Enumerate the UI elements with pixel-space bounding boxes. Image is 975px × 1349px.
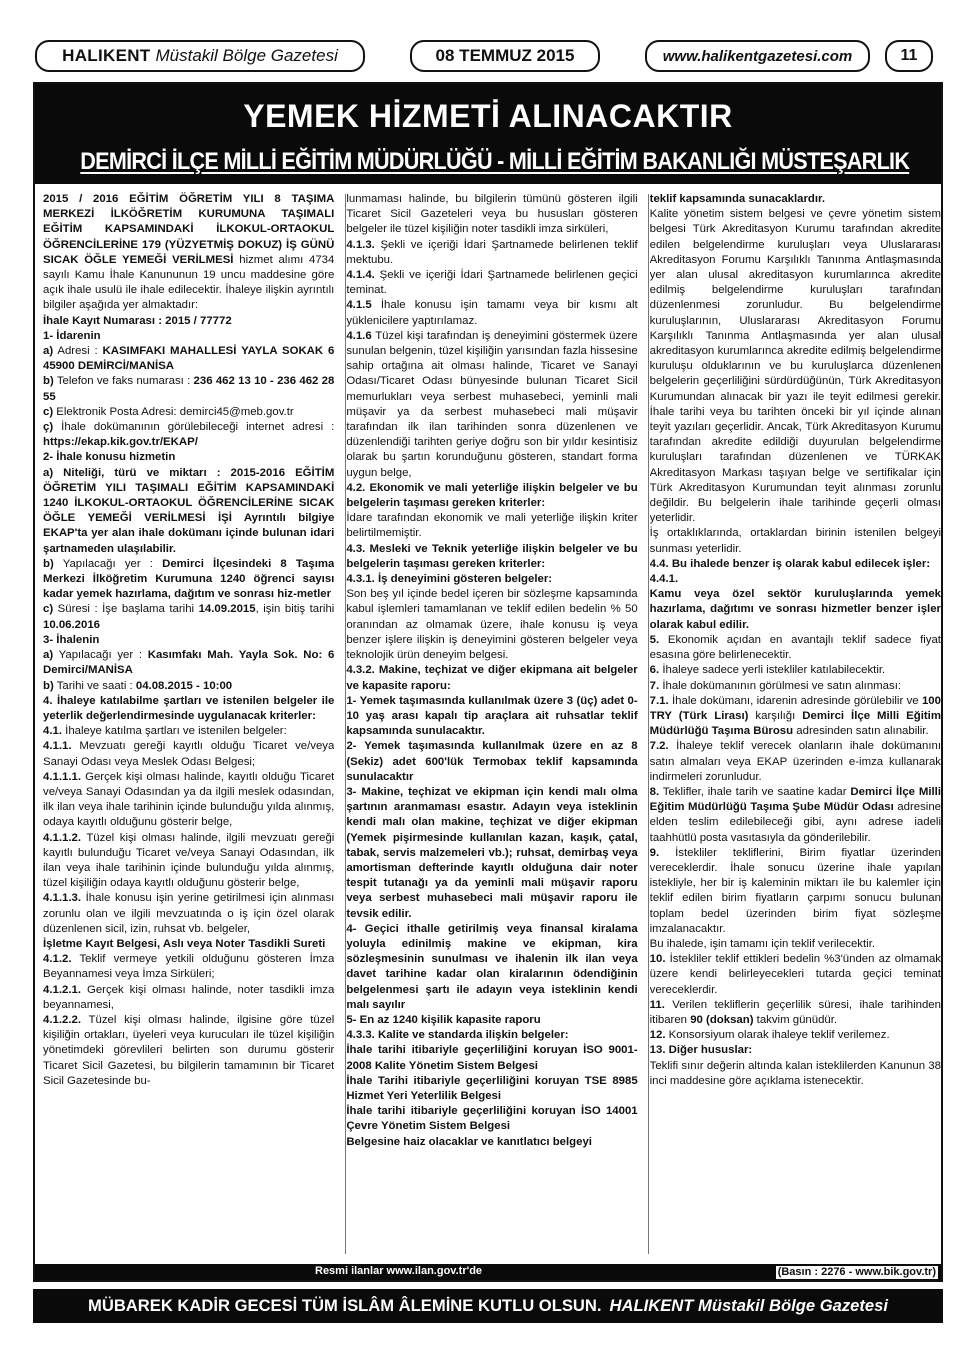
paragraph xyxy=(650,557,941,572)
paragraph xyxy=(346,1028,637,1043)
text-column-1 xyxy=(43,192,334,1252)
bold-run: 4.4. Bu ihalede benzer iş olarak kabul edilecek işler: xyxy=(649,557,931,570)
bold-run: 7.2. xyxy=(649,740,669,753)
bold-run: 1- İdarenin xyxy=(43,329,101,342)
strip-paper-name: HALIKENT Müstakil Bölge Gazetesi xyxy=(609,1296,888,1315)
paragraph xyxy=(346,481,637,511)
paragraph xyxy=(43,983,334,1013)
paragraph xyxy=(650,1043,941,1058)
paragraph xyxy=(43,314,334,329)
bold-run: 4.1.1.2. xyxy=(43,831,81,844)
bold-run: 2015 / 2016 EĞİTİM ÖĞRETİM YILI 8 TAŞIMA MERKEZİ İLKÖĞRETİM KURUMUNA TAŞIMALI EĞİTİM KAPSAMINDAKİ İLKOKUL-ORTAOKUL ÖĞRENCİLERİNE 179 (YÜZYETMİŞ DOKUZ) İŞ GÜNÜ SICAK ÖĞLE YEMEĞİ VERİLMESİ xyxy=(43,193,335,266)
paragraph xyxy=(43,450,334,465)
paragraph xyxy=(650,998,941,1028)
bold-run: 04.08.2015 - 10:00 xyxy=(135,679,233,692)
bold-run: İhale tarihi itibariyle geçerliliğini koruyan İSO 9001-2008 Kalite Yönetim Sistem Belgesi xyxy=(346,1044,638,1072)
paragraph xyxy=(650,633,941,663)
paragraph xyxy=(43,557,334,603)
paragraph xyxy=(650,952,941,998)
text-run: İdare tarafından ekonomik ve mali yeterliğe ilişkin kriter belirtilmemiştir. xyxy=(346,512,638,540)
text-run: İhale konusu işin tamamı veya bir kısmı alt yüklenicilere yaptırılamaz. xyxy=(346,299,638,327)
paragraph xyxy=(346,268,637,298)
page-number: 11 xyxy=(885,40,933,72)
paragraph xyxy=(43,633,334,648)
bold-run: https://ekap.kik.gov.tr/EKAP/ xyxy=(43,436,198,449)
website-link[interactable]: www.halikentgazetesi.com xyxy=(645,40,870,72)
bold-run: 5- En az 1240 kişilik kapasite raporu xyxy=(346,1013,541,1026)
bold-run: 14.09.2015 xyxy=(198,603,256,616)
ad-body xyxy=(43,192,941,1252)
bold-run: 12. xyxy=(649,1029,666,1042)
paragraph xyxy=(346,238,637,268)
bold-run: teklif kapsamında sunacaklardır. xyxy=(649,193,826,205)
text-run: İhale dokümanı, idarenin adresinde görülebilir ve xyxy=(668,694,922,707)
bold-run: 4.1.2.1. xyxy=(43,983,81,996)
paragraph xyxy=(43,770,334,831)
bold-run: c) xyxy=(43,603,54,616)
ad-title: YEMEK HİZMETİ ALINACAKTIR xyxy=(243,98,733,134)
text-run: Teklifler, ihale tarih ve saatine kadar xyxy=(659,785,851,798)
paragraph xyxy=(43,1013,334,1089)
bold-run: İhale Kayıt Numarası : 2015 / 77772 xyxy=(43,314,232,327)
bold-run: 4.4.1. xyxy=(649,573,679,586)
bold-run: 4.1.1. xyxy=(43,740,72,753)
bold-run: b) xyxy=(43,557,54,570)
bold-run: a) xyxy=(43,345,54,358)
text-run: Tüzel kişi olması halinde, ilgili mevzuatı gereği kayıtlı bulunduğu Ticaret ve/veya Sanayi Odasından, ilk ilan veya ihale tarihinin içinde bulunduğu yılda alınmış, tüzel kişiliğin odaya kayıtlı olduğunu gösterir belge, xyxy=(43,831,335,890)
bold-run: 4.3.2. Makine, teçhizat ve diğer ekipmana ait belgeler ve kapasite raporu: xyxy=(346,664,638,692)
text-run: Konsorsiyum olarak ihaleye teklif verilemez. xyxy=(665,1029,890,1042)
text-run: İhale konusu işin yerine getirilmesi için alınması zorunlu olan ve ilgili mevzuatında o iş için özel olarak düzenlenen sicil, izin, ruhsat vb. belgeler, xyxy=(43,892,335,935)
bold-run: Demirci İlçe Milli Eğitim Müdürlüğü Taşıma Şube Müdür Odası xyxy=(649,785,941,814)
text-run: adresine elden teslim edilebileceği gibi, aynı adrese iadeli taahhütlü posta vasıtasıyla da gönderilebilir. xyxy=(649,801,941,844)
text-run: İhaleye teklif verecek olanların ihale dokümanını satın almaları veya EKAP üzerinden e-imza kullanarak indirmeleri zorunludur. xyxy=(649,740,941,783)
paragraph xyxy=(43,329,334,344)
bold-run: 1- Yemek taşımasında kullanılmak üzere 3 (üç) adet 0-10 yaş arası kapalı tip araçlara ait ruhsatlar teklif kapsamında sunulacaktır. xyxy=(346,694,638,738)
text-run: Gerçek kişi olması halinde, noter tasdikli imza beyannamesi, xyxy=(43,983,335,1011)
bold-run: c) xyxy=(43,405,54,418)
text-run: Elektronik Posta Adresi: demirci45@meb.gov.tr xyxy=(53,405,294,418)
bold-run: Kamu veya özel sektör kuruluşlarında yemek hazırlama, dağıtımı ve sonrası hizmetler benzer işler olarak kabul edilir. xyxy=(649,588,941,631)
paragraph xyxy=(650,663,941,678)
bold-run: 4.1.4. xyxy=(346,269,375,282)
bold-run: a) xyxy=(43,649,54,662)
paragraph xyxy=(43,344,334,374)
paragraph xyxy=(43,937,334,952)
bold-run: 4.3.3. Kalite ve standarda ilişkin belgeler: xyxy=(346,1029,569,1042)
text-run: Yapılacağı yer : xyxy=(53,649,148,662)
text-run: Tarihi ve saati : xyxy=(53,679,136,692)
paragraph xyxy=(43,724,334,739)
bottom-greeting-strip xyxy=(33,1289,943,1323)
bold-run: b) xyxy=(43,679,54,692)
bold-run: 236 462 13 10 - 236 462 28 55 xyxy=(43,375,335,403)
text-run: Adresi : xyxy=(53,345,103,358)
text-run: lunmaması halinde, bu bilgilerin tümünü gösteren ilgili Ticaret Sicil Gazeteleri veya bu hususları gösteren belgeler ile tüzel kişiliğin noter tasdikli imza sirküleri, xyxy=(346,193,638,236)
bold-run: 10. xyxy=(649,953,666,966)
bold-run: 4.3. Mesleki ve Teknik yeterliğe ilişkin belgeler ve bu belgelerin taşıması gereken kriterler: xyxy=(346,542,638,570)
paragraph xyxy=(650,572,941,587)
bold-run: Demirci İlçe Milli Eğitim Müdürlüğü Taşıma Bürosu xyxy=(649,709,941,738)
paragraph xyxy=(346,511,637,541)
paragraph xyxy=(650,937,941,952)
text-run: Teklif vermeye yetkili olduğunu gösteren İmza Beyannamesi veya İmza Sirküleri; xyxy=(43,953,335,981)
paragraph xyxy=(346,785,637,922)
text-run: Mevzuatı gereği kayıtlı olduğu Ticaret ve/veya Sanayi Odası veya Meslek Odası Belgesi; xyxy=(43,740,335,768)
bold-run: 90 (doksan) xyxy=(690,1013,754,1026)
bold-run: ç) xyxy=(43,421,54,434)
bold-run: 13. Diğer hususlar: xyxy=(649,1044,753,1057)
text-run: Şekli ve içeriği İdari Şartnamede belirlenen geçici teminat. xyxy=(346,269,638,297)
paragraph xyxy=(650,694,941,740)
bold-run: İşletme Kayıt Belgesi, Aslı veya Noter Tasdikli Sureti xyxy=(43,937,326,950)
text-run: Şekli ve içeriği İdari Şartnamede belirlenen teklif mektubu. xyxy=(346,238,638,266)
paragraph xyxy=(650,846,941,937)
paragraph xyxy=(346,663,637,693)
paragraph xyxy=(43,648,334,678)
tender-advertisement xyxy=(33,82,943,1282)
paragraph xyxy=(346,298,637,328)
bold-run: 9. xyxy=(649,846,660,859)
text-run: Kalite yönetim sistem belgesi ve çevre yönetim sistem belgesi Türk Akreditasyon Kurumu tarafından akredite edilen belgelendirme kuruluşları veya Uluslararası Akreditasyon Forumu Karşılıklı Tanınma Antlaşmasında yer alan ulusal akreditasyon kurumlarınca akredite edilmiş belgelendirme kuruluşları tarafından düzenlenmesi zorunludur. Bu belgelendirme kuruluşlarının, Uluslararası Akreditasyon Forumu Karşılıklı Tanınma Antlaşmasında yer alan ulusal akreditasyon kurumlarınca akredite edilmiş belgelendirme kuruluşu olduklarının ve bu kuruluşlarca düzenlenen belgelerin geçerliliğini sürdürdüğünün, Türk Akreditasyon Kurumundan alınacak bir yazı ile teyit edilmesi gerekir. İhale tarihi veya bu tarihten önceki bir yıl içinde alınan teyit yazıları geçerlidir. Ancak, Türk Akreditasyon Kurumu tarafından akredite edildiği duyurulan belgelendirme kuruluşları tarafından düzenlenen ve TÜRKAK Akreditasyon Markası taşıyan belge ve sertifikalar için Türk Akreditasyon Kurumundan teyit alınması zorunlu değildir. Bu belgelerin ihale tarihinde geçerli olması yeterlidir. xyxy=(649,208,941,525)
text-run: Teklifi sınır değerin altında kalan isteklilerden Kanunun 38 inci maddesine göre açıklama istenecektir. xyxy=(649,1059,941,1087)
bold-run: 2- İhale konusu hizmetin xyxy=(43,451,176,464)
paragraph xyxy=(650,587,941,633)
bold-run: İhale Tarihi itibariyle geçerliliğini koruyan TSE 8985 Hizmet Yeri Yeterlilik Belgesi xyxy=(346,1074,638,1102)
paragraph xyxy=(43,602,334,632)
paragraph xyxy=(43,891,334,937)
paragraph xyxy=(346,739,637,785)
bold-run: 4.2. Ekonomik ve mali yeterliğe ilişkin belgeler ve bu belgelerin taşıması gereken kriterler: xyxy=(346,481,638,510)
text-run: Bu ihalede, işin tamamı için teklif verilecektir. xyxy=(649,937,876,950)
text-run: İhale dokümanının görülmesi ve satın alınması: xyxy=(659,679,902,692)
issue-date: 08 TEMMUZ 2015 xyxy=(410,40,600,72)
paragraph xyxy=(43,739,334,769)
paragraph xyxy=(346,1013,637,1028)
bold-run: 8. xyxy=(649,785,660,798)
text-run: , işin bitiş tarihi xyxy=(255,603,335,616)
text-run: İhaleye sadece yerli istekliler katılabilecektir. xyxy=(659,664,886,677)
paper-name-box xyxy=(35,40,365,72)
bold-run: 4.1. xyxy=(43,725,62,738)
text-run: İstekliler teklif ettikleri bedelin %3'ünden az olmamak üzere kendi belirleyecekleri tutarda geçici teminat vereceklerdir. xyxy=(649,953,941,996)
text-run: Tüzel kişi olması halinde, ilgisine göre tüzel kişiliğin ortakları, üyeleri veya kurucuları ile tüzel kişiliğin yönetimdeki görevlileri belirten son durumu gösterir Ticaret Sicil Gazetesi, bu bilgilerin tamamının bir Ticaret Sicil Gazetesinde bu- xyxy=(43,1013,335,1087)
bold-run: 100 TRY (Türk Lirası) xyxy=(649,694,941,722)
text-column-3 xyxy=(650,192,941,1252)
paragraph xyxy=(43,405,334,420)
text-run: Yapılacağı yer : xyxy=(53,557,163,570)
paragraph xyxy=(346,542,637,572)
bold-run: 5. xyxy=(649,633,660,646)
bold-run: Belgesine haiz olacaklar ve kanıtlatıcı belgeyi xyxy=(346,1135,592,1148)
paragraph xyxy=(650,739,941,785)
bold-run: 4.1.1.3. xyxy=(43,892,81,905)
text-run: Son beş yıl içinde bedel içeren bir sözleşme kapsamında kabul işlemleri tamamlanan ve teklif edilen bedelin % 50 oranından az olmamak üzere, ihale konusu iş veya benzer işlere ilişkin iş deneyimini gösteren belgeler veya teknolojik ürün deneyim belgesi. xyxy=(346,588,638,662)
greeting-text: MÜBAREK KADİR GECESİ TÜM İSLÂM ÂLEMİNE KUTLU OLSUN. xyxy=(88,1296,602,1315)
ad-banner xyxy=(35,84,941,184)
text-column-2 xyxy=(346,192,637,1252)
paragraph xyxy=(346,694,637,740)
bold-run: 4.1.5 xyxy=(346,299,372,312)
paragraph xyxy=(650,1028,941,1043)
paragraph xyxy=(346,572,637,587)
paragraph xyxy=(346,329,637,481)
paper-name: HALIKENT xyxy=(62,46,151,65)
bold-run: 11. xyxy=(649,998,665,1011)
text-run: Gerçek kişi olması halinde, kayıtlı olduğu Ticaret ve/veya Sanayi Odasından ya da ilgili meslek odasından, ilk ilan veya ihale tarihinin içinde bulunduğu yılda alınmış, odaya kayıtlı olduğunu gösterir belge, xyxy=(43,770,335,829)
bold-run: Kasımfakı Mah. Yayla Sok. No: 6 Demirci/MANİSA xyxy=(43,649,335,677)
paragraph xyxy=(43,694,334,724)
bold-run: 4.1.1.1. xyxy=(43,770,81,783)
paragraph xyxy=(43,952,334,982)
paragraph xyxy=(346,1074,637,1104)
text-run: hizmet alımı 4734 sayılı Kamu İhale Kanununun 19 uncu maddesine göre açık ihale usulü ile ihale edilecektir. İhaleye ilişkin ayrıntılı bilgiler aşağıda yer almaktadır: xyxy=(43,253,335,312)
text-run: İstekliler tekliflerini, Birim fiyatlar üzerinden vereceklerdir. İhale sonucu üzerine ihale yapılan istekliyle, her bir iş kaleminin miktarı ile bu kalemler için teklif edilen birim fiyatların çarpımı sonucu bulunan toplam bedel üzerinden birim fiyat sözleşme imzalanacaktır. xyxy=(649,846,941,935)
bold-run: İhale tarihi itibariyle geçerliliğini koruyan İSO 14001 Çevre Yönetim Sistem Belgesi xyxy=(346,1105,638,1133)
bold-run: 10.06.2016 xyxy=(43,618,101,631)
paragraph xyxy=(43,466,334,557)
paragraph xyxy=(43,374,334,404)
bold-run: 4.1.3. xyxy=(346,238,375,251)
paragraph xyxy=(650,207,941,526)
paragraph xyxy=(346,192,637,238)
bold-run: 3- Makine, teçhizat ve ekipman için kendi malı olma şartının aranmaması esastır. Adayın veya isteklinin kendi malı olan makine, teçhizat ve diğer ekipman (Yemek pişirmesinde kullanılan kazan, kaşık, çatal, tabak, servis malzemeleri vb.); ruhsat, demirbaş veya amortisman defterinde kayıtlı olduğuna dair noter tespit tutanağı ya da yeminli mali müşavir raporu veya serbest muhasebeci mali müşavir raporu ile tevsik edilir. xyxy=(346,785,638,920)
bold-run: 3- İhalenin xyxy=(43,633,100,646)
bold-run: Demirci İlçesindeki 8 Taşıma Merkezi İlköğretim Kurumuna 1240 öğrenci sayısı kadar yemek hazırlama, dağıtım ve sonrası hiz-metler xyxy=(43,557,335,601)
ad-subtitle: DEMİRCİ İLÇE MİLLİ EĞİTİM MÜDÜRLÜĞÜ - MİLLİ EĞİTİM BAKANLIĞI MÜSTEŞARLIK xyxy=(80,148,910,175)
bold-run: b) xyxy=(43,375,54,388)
bold-run: 6. xyxy=(649,664,660,677)
paragraph xyxy=(43,420,334,450)
paragraph xyxy=(650,679,941,694)
paragraph xyxy=(346,1135,637,1150)
official-ads-note: Resmi ilanlar www.ilan.gov.tr'de xyxy=(315,1265,483,1277)
paragraph xyxy=(43,831,334,892)
bold-run: 4.1.6 xyxy=(346,329,372,342)
bold-run: KASIMFAKI MAHALLESİ YAYLA SOKAK 6 45900 DEMİRCİ/MANİSA xyxy=(43,345,335,373)
text-run: adresinden satın alınabilir. xyxy=(793,725,929,738)
paragraph xyxy=(346,1104,637,1134)
paragraph xyxy=(650,785,941,846)
text-run: Ekonomik açıdan en avantajlı teklif sadece fiyat esasına göre belirlenecektir. xyxy=(649,633,941,662)
press-code: (Basın : 2276 - www.bik.gov.tr) xyxy=(777,1266,936,1278)
bold-run: a) Niteliği, türü ve miktarı : 2015-2016 EĞİTİM ÖĞRETİM YILI TAŞIMALI EĞİTİM KAPSAMINDAKİ 1240 İLKOKUL-ORTAOKUL ÖĞRENCİLERİNE SICAK ÖĞLE YEMEĞİ VERİLMESİ İŞİ Ayrıntılı bilgiye EKAP'ta yer alan ihale dokümanı içinde bulunan idari şartnameden ulaşılabilir. xyxy=(43,466,335,555)
text-run: İş ortaklıklarında, ortaklardan birinin istenilen belgeyi sunması yeterlidir. xyxy=(649,527,941,555)
paragraph xyxy=(650,192,941,207)
paragraph xyxy=(43,192,334,314)
ad-footer xyxy=(35,1264,941,1280)
text-run: takvim günüdür. xyxy=(753,1013,838,1026)
bold-run: 4.1.2. xyxy=(43,953,72,966)
bold-run: 7. xyxy=(649,679,660,692)
paragraph xyxy=(346,1043,637,1073)
paragraph xyxy=(346,922,637,1013)
paragraph xyxy=(346,587,637,663)
text-run: Tüzel kişi tarafından iş deneyimini göstermek üzere sunulan belgenin, tüzel kişiliğin yarısından fazla hissesine sahip ortağına ait olması halinde, Ticaret ve Sanayi Odası/Ticaret Odası bünyesinde bulunan Ticaret Sicil memurlukları veya serbest muhasebeci, yeminli mali müşavir ya da serbest muhasebeci mali müşavir tarafından ilk ilan tarihinden sonra düzenlenen ve düzenlendiği tarihten geriye doğru son bir yıldır kesintisiz olarak bu şartın korunduğunu gösteren, standart forma uygun belge, xyxy=(346,329,638,479)
paragraph xyxy=(650,1059,941,1089)
paper-tagline: Müstakil Bölge Gazetesi xyxy=(155,46,338,65)
text-run: Verilen tekliflerin geçerlilik süresi, ihale tarihinden itibaren xyxy=(649,998,941,1026)
bold-run: 4- Geçici ithalle getirilmiş veya finansal kiralama yoluyla edinilmiş makine ve ekipman, kira sözleşmesinin sunulması ve ihalenin ilk ilan veya davet tarihine kadar olan kiralarının ödendiğinin belgelenmesi şartı ile adayın veya isteklinin kendi malı sayılır xyxy=(346,922,638,1011)
text-run: Süresi : İşe başlama tarihi xyxy=(53,603,199,616)
paragraph xyxy=(43,679,334,694)
bold-run: 4.1.2.2. xyxy=(43,1013,81,1026)
paragraph xyxy=(650,526,941,556)
bold-run: 4. İhaleye katılabilme şartları ve istenilen belgeler ile yeterlik değerlendirmesinde uygulanacak kriterler: xyxy=(43,694,335,722)
text-run: İhale dokümanının görülebileceği internet adresi : xyxy=(53,421,335,434)
bold-run: 7.1. xyxy=(649,694,669,707)
text-run: karşılığı xyxy=(748,709,803,722)
bold-run: 2- Yemek taşımasında kullanılmak üzere en az 8 (Sekiz) adet 600'lük Termobax teklif kapsamında sunulacaktır xyxy=(346,740,638,783)
text-run: İhaleye katılma şartları ve istenilen belgeler: xyxy=(62,725,287,738)
text-run: Telefon ve faks numarası : xyxy=(53,375,194,388)
bold-run: 4.3.1. İş deneyimini gösteren belgeler: xyxy=(346,573,553,586)
